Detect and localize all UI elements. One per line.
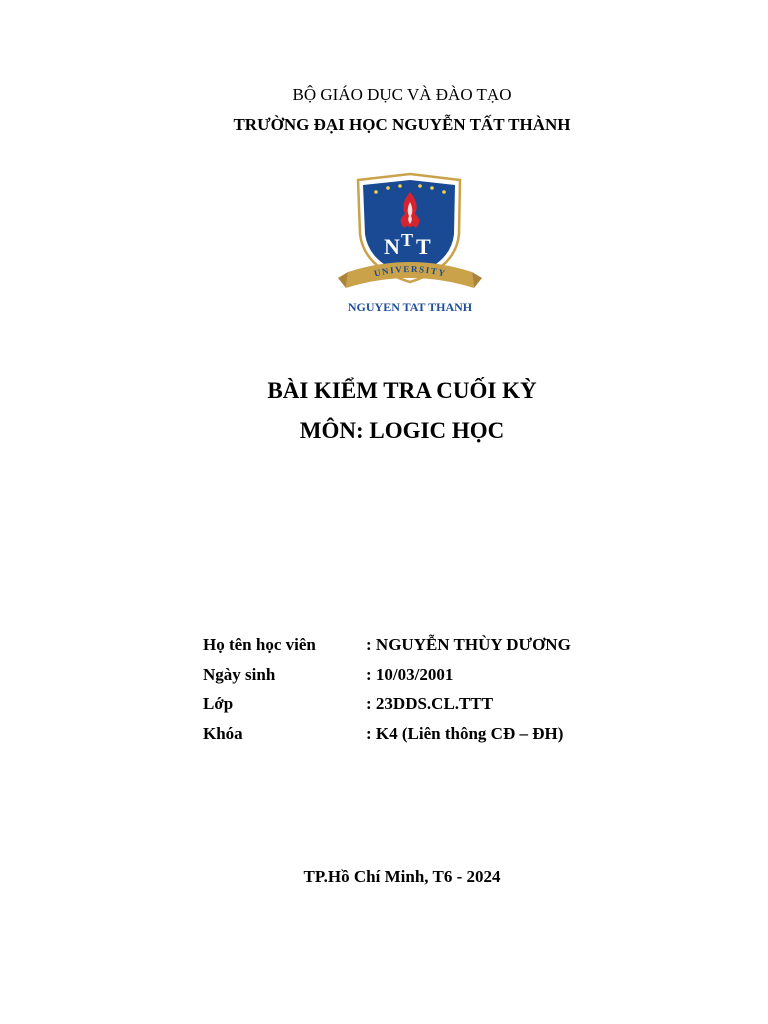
label-dob: Ngày sinh	[203, 664, 276, 684]
logo-caption: NGUYEN TAT THANH	[347, 300, 473, 314]
svg-text:T: T	[416, 234, 431, 259]
subject-title: MÔN: LOGIC HỌC	[299, 418, 505, 443]
value-student-name: : NGUYỄN THÙY DƯƠNG	[366, 635, 571, 654]
value-dob: : 10/03/2001	[366, 664, 454, 684]
university-name: TRƯỜNG ĐẠI HỌC NGUYỄN TẤT THÀNH	[233, 115, 571, 134]
value-cohort: : K4 (Liên thông CĐ – ĐH)	[366, 723, 564, 743]
university-logo	[334, 172, 486, 316]
svg-text:UNIVERSITY: UNIVERSITY	[373, 263, 448, 279]
label-cohort: Khóa	[203, 723, 243, 743]
ministry-name: BỘ GIÁO DỤC VÀ ĐÀO TẠO	[292, 85, 512, 104]
place-date: TP.Hồ Chí Minh, T6 - 2024	[303, 867, 501, 886]
svg-text:T: T	[401, 230, 414, 250]
exam-title: BÀI KIỂM TRA CUỐI KỲ	[267, 378, 537, 403]
label-student-name: Họ tên học viên	[203, 635, 316, 654]
value-class: : 23DDS.CL.TTT	[366, 694, 494, 714]
label-class: Lớp	[203, 694, 234, 714]
svg-text:N: N	[384, 234, 400, 259]
